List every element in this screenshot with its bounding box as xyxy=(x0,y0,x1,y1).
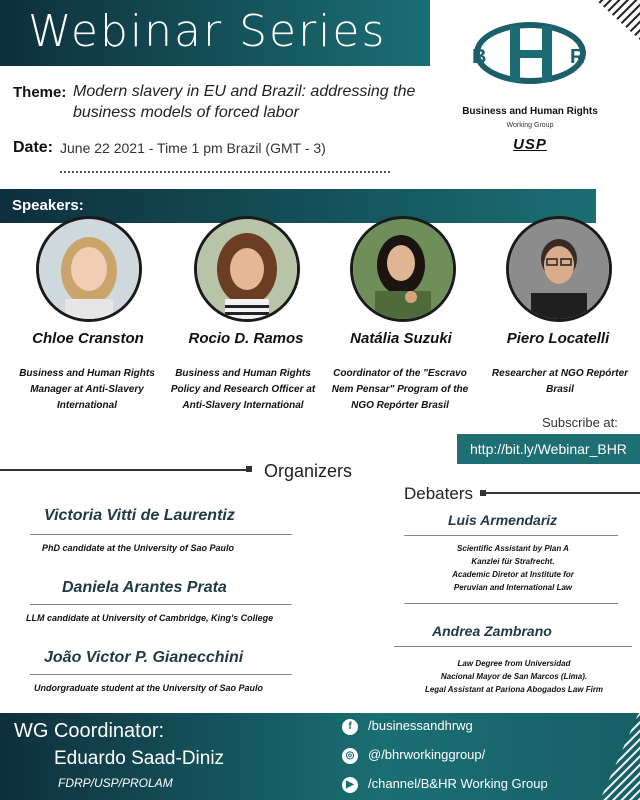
social-facebook[interactable]: /businessandhrwg xyxy=(368,718,473,733)
divider xyxy=(404,535,618,536)
debater-name: Luis Armendariz xyxy=(448,512,558,528)
corner-pattern xyxy=(596,0,640,40)
divider xyxy=(394,646,632,647)
youtube-icon[interactable]: ▶ xyxy=(342,777,358,793)
theme-label: Theme: xyxy=(13,84,67,101)
date-label: Date: xyxy=(13,139,54,156)
organizer-name: João Victor P. Gianecchini xyxy=(44,649,244,666)
debaters-title: Debaters xyxy=(404,484,473,503)
divider xyxy=(30,674,292,675)
bhr-logo xyxy=(460,14,600,164)
date-text: June 22 2021 - Time 1 pm Brazil (GMT - 3) xyxy=(60,140,326,156)
debater-name: Andrea Zambrano xyxy=(432,623,552,639)
divider xyxy=(0,469,248,471)
speaker-name: Rocio D. Ramos xyxy=(188,330,304,347)
organizer-name: Daniela Arantes Prata xyxy=(62,579,227,596)
debater-desc: Scientific Assistant by Plan A Kanzlei für Strafrecht. Academic Diretor at Institute for Peruvian and International Law xyxy=(452,544,574,592)
divider xyxy=(60,171,390,173)
organizer-name: Victoria Vitti de Laurentiz xyxy=(44,507,235,524)
wg-coordinator-name: Eduardo Saad-Diniz xyxy=(54,748,225,769)
logo-subtitle: Working Group xyxy=(506,122,554,129)
divider xyxy=(30,534,292,535)
logo-letter-r: R xyxy=(570,46,585,68)
theme-text: Modern slavery in EU and Brazil: addressing the business models of forced labor xyxy=(73,83,416,121)
divider xyxy=(404,603,618,604)
logo-h-mark xyxy=(510,26,552,82)
wg-coordinator-affiliation: FDRP/USP/PROLAM xyxy=(58,776,173,790)
speaker-desc: Business and Human Rights Manager at Anti-Slavery International xyxy=(19,368,155,411)
divider xyxy=(486,492,640,494)
speaker-name: Natália Suzuki xyxy=(350,330,452,347)
speaker-photo-natalia xyxy=(350,216,456,322)
divider xyxy=(30,604,292,605)
speaker-photo-chloe xyxy=(36,216,142,322)
speaker-photo-piero xyxy=(506,216,612,322)
speaker-name: Chloe Cranston xyxy=(32,330,144,347)
logo-name: Business and Human Rights xyxy=(462,106,598,117)
wg-coordinator-label: WG Coordinator: xyxy=(14,720,165,742)
logo-letter-b: B xyxy=(472,46,487,68)
debater-desc: Law Degree from Universidad Nacional Mayor de San Marcos (Lima). Legal Assistant at Pariona Abogados Law Firm xyxy=(424,659,604,694)
subscribe-label: Subscribe at: xyxy=(542,415,618,430)
speaker-desc: Coordinator of the "Escravo Nem Pensar" Program of the NGO Repórter Brasil xyxy=(331,368,469,411)
usp-logo: USP xyxy=(513,136,547,153)
speaker-name: Piero Locatelli xyxy=(506,330,610,347)
organizer-desc: Undorgraduate student at the University of Sao Paulo xyxy=(34,683,264,693)
organizers-title: Organizers xyxy=(264,461,353,481)
divider-dot xyxy=(246,466,252,472)
speakers-label: Speakers: xyxy=(12,197,84,214)
social-youtube[interactable]: /channel/B&HR Working Group xyxy=(368,776,548,791)
facebook-icon[interactable]: f xyxy=(342,719,358,735)
speaker-photo-rocio xyxy=(194,216,300,322)
subscribe-link[interactable]: http://bit.ly/Webinar_BHR xyxy=(470,441,627,457)
organizer-desc: PhD candidate at the University of Sao Paulo xyxy=(42,543,235,553)
organizer-desc: LLM candidate at University of Cambridge, King's College xyxy=(26,613,274,623)
instagram-icon[interactable]: ◎ xyxy=(342,748,358,764)
speaker-desc: Business and Human Rights Policy and Research Officer at Anti-Slavery International xyxy=(170,368,316,411)
page-title: Webinar Series xyxy=(28,6,387,57)
speaker-desc: Researcher at NGO Repórter Brasil xyxy=(491,368,629,395)
social-instagram[interactable]: @/bhrworkinggroup/ xyxy=(368,747,486,762)
